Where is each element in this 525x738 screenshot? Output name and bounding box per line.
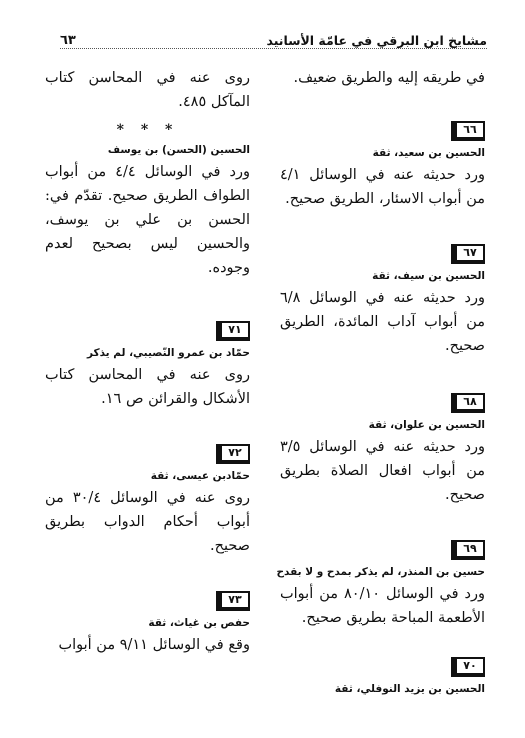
entry-heading: الحسين (الحسن) بن يوسف [107,144,250,156]
entry-number-badge: ٦٨ [451,393,485,413]
entry-text: ورد حديثه عنه في الوسائل ٣/٥ من أبواب افعال الصلاة بطريق صحيح. [280,439,485,503]
separator-stars: * * * [116,122,179,138]
entry-68 [280,390,485,507]
header-title: مشايخ ابن البرقي في عامّة الأسانيد [266,33,487,48]
entry-heading: حفص بن غياث، ثقة [148,617,250,629]
entry-continuation [45,66,250,114]
section-separator [45,122,250,138]
entry-text: روى عنه في الوسائل ٣٠/٤ من أبواب أحكام الدواب بطريق صحيح. [45,490,250,554]
entry-71 [45,318,250,411]
entry-number-badge: ٧٣ [216,591,250,611]
entry-heading: الحسين بن سعيد، ثقة [372,147,485,159]
right-column [276,62,486,695]
left-column [45,62,250,657]
entry-text: روى عنه في المحاسن كتاب المآكل ٤٨٥. [45,70,250,110]
entry-heading: الحسين بن علوان، ثقة [368,419,485,431]
entry-number-badge: ٦٦ [451,121,485,141]
entry-72 [45,441,250,558]
entry-70 [280,654,485,695]
entry-text: ورد في الوسائل ٤/٤ من أبواب الطواف الطريق صحيح. تقدّم في: الحسن بن علي بن يوسف، والحسين ليس بصحيح لعدم وجوده. [45,164,250,276]
entry-heading: الحسين بن يزيد النوفلي، ثقة [334,683,485,695]
entry-number-badge: ٧١ [216,321,250,341]
entry-husayn-yusuf [45,144,250,280]
running-header [60,26,487,49]
entry-text: في طريقه إليه والطريق ضعيف. [293,70,485,86]
entry-number-badge: ٦٧ [451,244,485,264]
entry-69 [276,537,486,630]
entry-text: وقع في الوسائل ٩/١١ من أبواب [58,637,250,653]
entry-66 [280,118,485,211]
entry-67 [280,241,485,358]
entry-number-badge: ٧٢ [216,444,250,464]
entry-heading: الحسين بن سيف، ثقة [372,270,485,282]
page-number: ٦٣ [60,33,76,48]
entry-text: ورد حديثه عنه في الوسائل ٤/١ من أبواب الاسئار، الطريق صحيح. [280,167,485,207]
entry-text: ورد في الوسائل ٨٠/١٠ من أبواب الأطعمة المباحة بطريق صحيح. [280,586,486,626]
entry-73 [45,588,250,657]
entry-heading: حسين بن المنذر، لم يذكر بمدح و لا بقدح [276,566,485,578]
entry-text: روى عنه في المحاسن كتاب الأشكال والقرائن ص ١٦. [45,367,250,407]
entry-text: ورد حديثه عنه في الوسائل ٦/٨ من أبواب آداب المائدة، الطريق صحيح. [280,290,485,354]
entry-heading: حمّادبن عيسى، ثقة [150,470,250,482]
entry-number-badge: ٦٩ [451,540,485,560]
entry-continuation [280,66,485,90]
entry-number-badge: ٧٠ [451,657,485,677]
entry-heading: حمّاد بن عمرو النّصيبي، لم يذكر [86,347,250,359]
